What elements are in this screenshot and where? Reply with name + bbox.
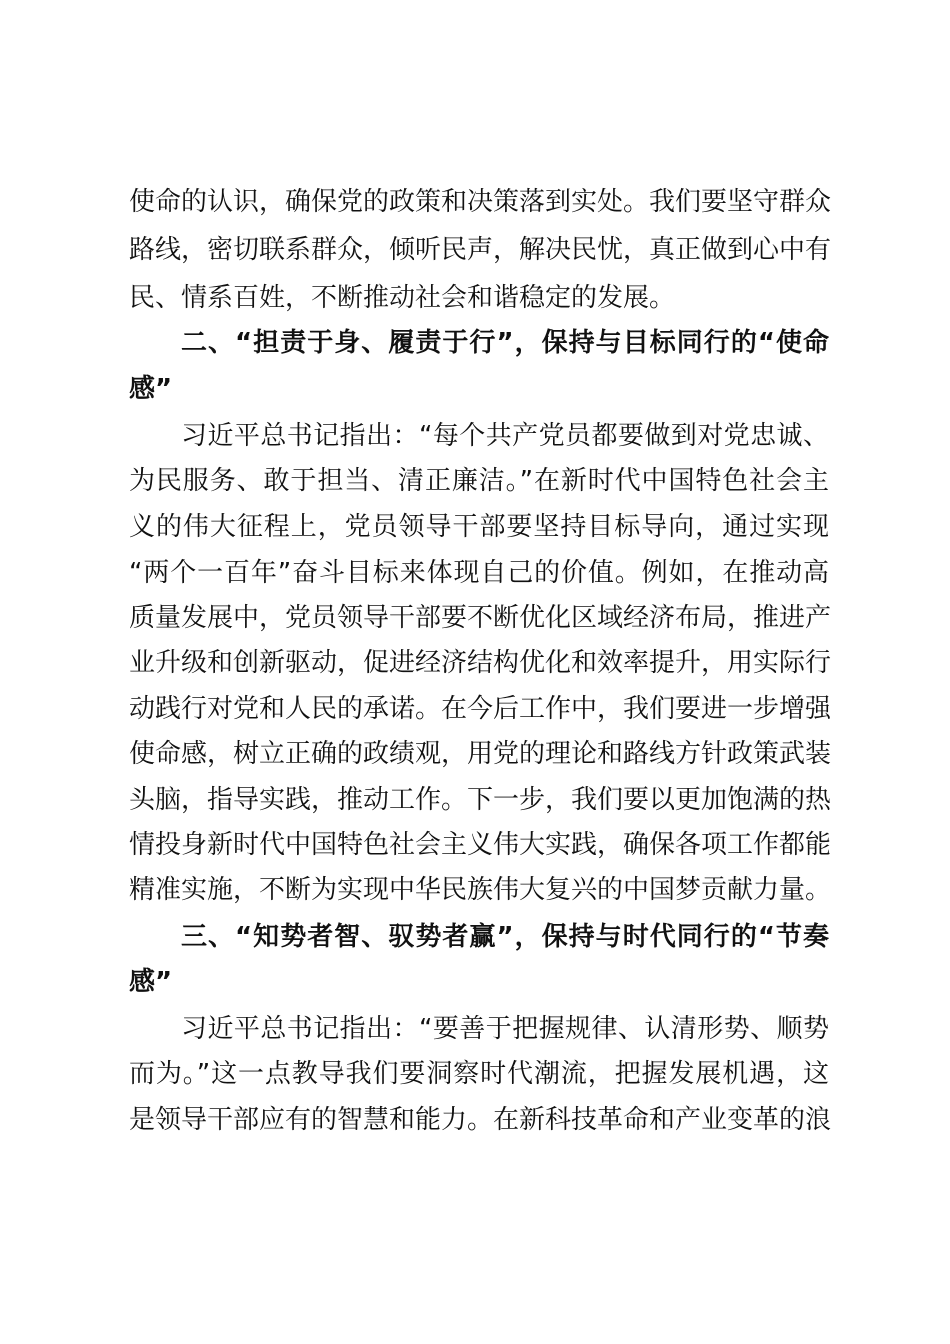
body-text-line: 精准实施，不断为实现中华民族伟大复兴的中国梦贡献力量。 — [129, 875, 832, 905]
body-text-line: 民、情系百姓，不断推动社会和谐稳定的发展。 — [129, 283, 676, 313]
body-text-line: 习近平总书记指出：“每个共产党员都要做到对党忠诚、 — [181, 421, 829, 451]
body-text-line: 情投身新时代中国特色社会主义伟大实践，确保各项工作都能 — [129, 830, 832, 860]
section-heading-2-end: 感” — [129, 374, 173, 404]
body-text-line: 而为。”这一点教导我们要洞察时代潮流，把握发展机遇，这 — [129, 1059, 829, 1089]
section-heading-3-end: 感” — [129, 967, 173, 997]
body-text-line: 路线，密切联系群众，倾听民声，解决民忧，真正做到心中有 — [129, 235, 832, 265]
body-text-line: 义的伟大征程上，党员领导干部要坚持目标导向，通过实现 — [129, 512, 829, 542]
section-heading-2: 二、“担责于身、履责于行”，保持与目标同行的“使命 — [181, 328, 829, 358]
body-text-line: 业升级和创新驱动，促进经济结构优化和效率提升，用实际行 — [129, 648, 832, 678]
body-text-line: “两个一百年”奋斗目标来体现自己的价值。例如，在推动高 — [129, 558, 829, 588]
body-text-line: 使命的认识，确保党的政策和决策落到实处。我们要坚守群众 — [129, 187, 832, 217]
body-text-line: 质量发展中，党员领导干部要不断优化区域经济布局，推进产 — [129, 603, 832, 633]
body-text-line: 为民服务、敢于担当、清正廉洁。”在新时代中国特色社会主 — [129, 466, 829, 496]
section-heading-3: 三、“知势者智、驭势者赢”，保持与时代同行的“节奏 — [181, 922, 829, 952]
body-text-line: 动践行对党和人民的承诺。在今后工作中，我们要进一步增强 — [129, 694, 832, 724]
body-text-line: 是领导干部应有的智慧和能力。在新科技革命和产业变革的浪 — [129, 1105, 832, 1135]
body-text-line: 习近平总书记指出：“要善于把握规律、认清形势、顺势 — [181, 1014, 829, 1044]
body-text-line: 使命感，树立正确的政绩观，用党的理论和路线方针政策武装 — [129, 739, 832, 769]
body-text-line: 头脑，指导实践，推动工作。下一步，我们要以更加饱满的热 — [129, 785, 832, 815]
